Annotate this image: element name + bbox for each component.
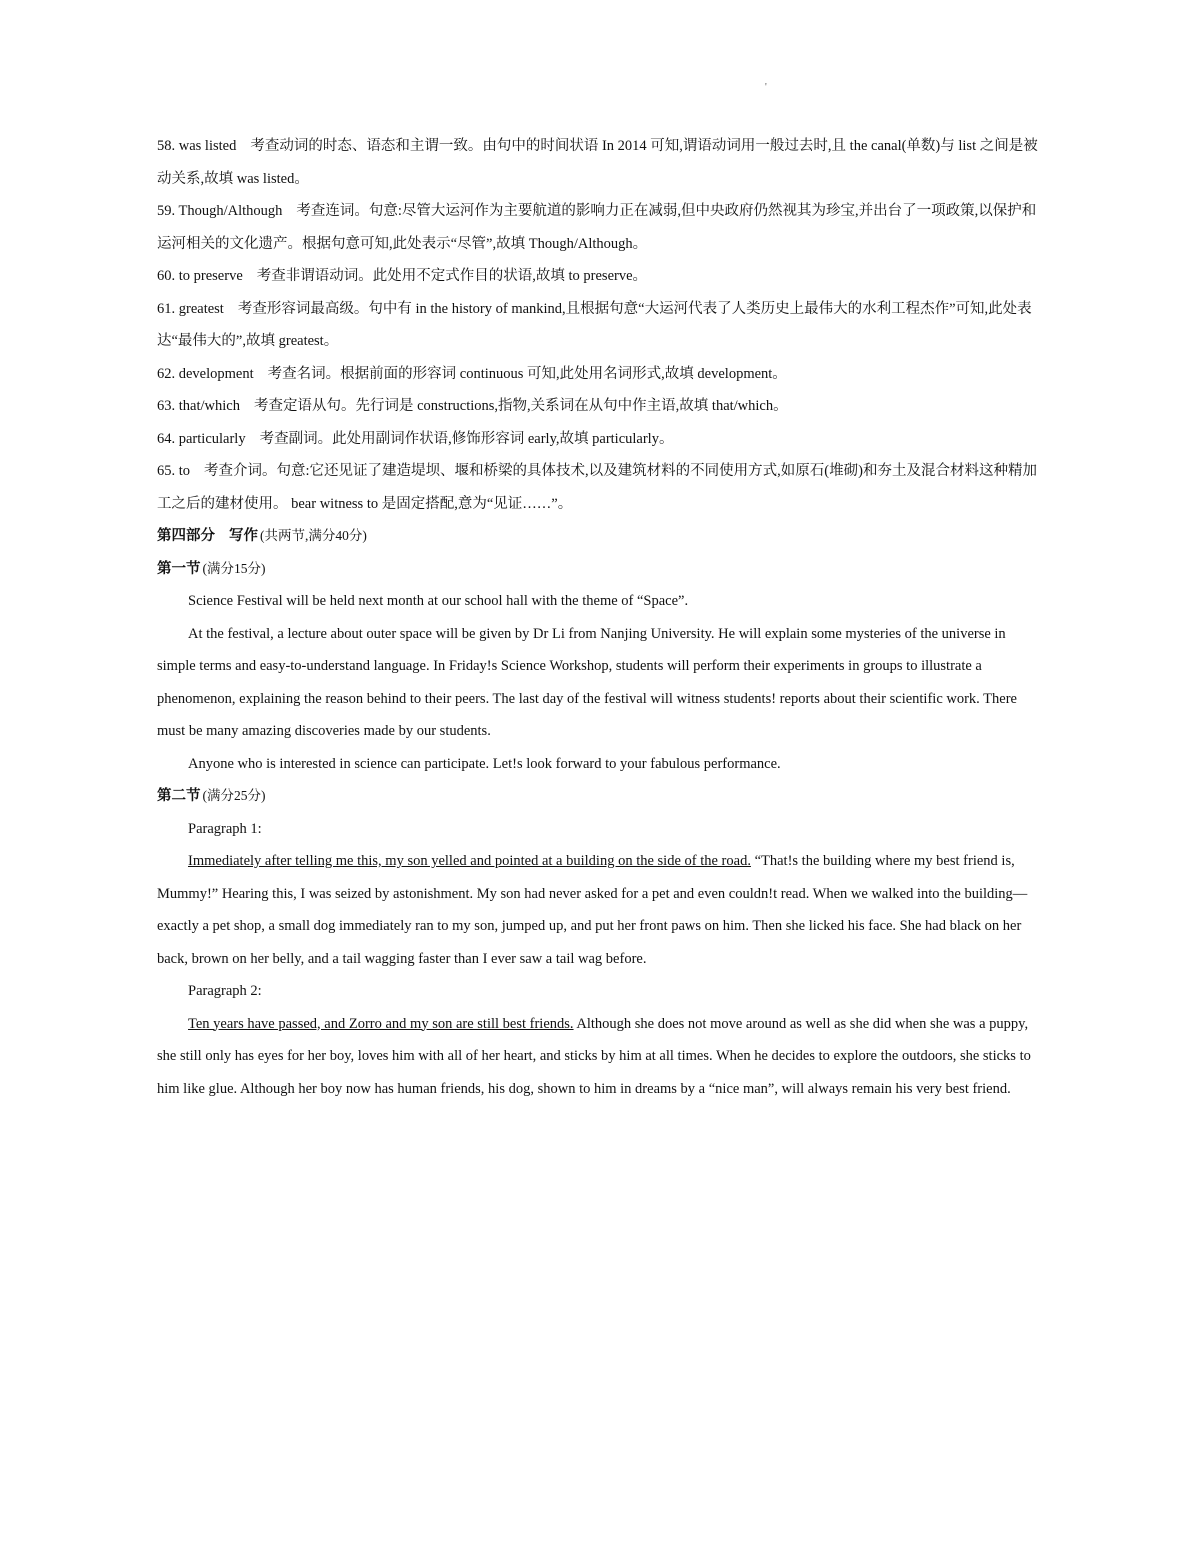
paragraph1-text: [157, 845, 1045, 975]
part4-subtitle: 写作: [229, 528, 258, 544]
answer-explanation: 考查形容词最高级。句中有 in the history of mankind,且根据句意“大运河代表了人类历史上最伟大的水利工程杰作”可知,此处表达“最伟大的”,故填 greatest。: [157, 300, 1032, 349]
paragraph2-text: [157, 1008, 1045, 1106]
paragraph1-body: “That!s the building where my best friend is, Mummy!” Hearing this, I was seized by astonishment. My son had never asked for a pet and even couldn!t read. When we walked into the building—exactly a pet shop, a small dog immediately ran to my son, jumped up, and put her front paws on him. Then she licked his face. She had black on her back, brown on her belly, and a tail wagging faster than I ever saw a tail wag before.: [157, 853, 1028, 967]
answer-item: [157, 260, 1045, 293]
paragraph1-label: Paragraph 1:: [188, 820, 262, 837]
answer-item: [157, 390, 1045, 423]
section1-paragraph: At the festival, a lecture about outer space will be given by Dr Li from Nanjing University. He will explain some mysteries of the universe in simple terms and easy-to-understand language. In Friday!s Science Workshop, students will perform their experiments in groups to illustrate a phenomenon, explaining the reason behind to their peers. The last day of the festival will witness students! reports about their scientific work. There must be many amazing discoveries made by our students.: [157, 625, 1017, 739]
answer-explanation: 考查连词。句意:尽管大运河作为主要航道的影响力正在减弱,但中央政府仍然视其为珍宝,并出台了一项政策,以保护和运河相关的文化遗产。根据句意可知,此处表示“尽管”,故填 Though/Although。: [157, 203, 1037, 252]
answer-explanation: 考查名词。根据前面的形容词 continuous 可知,此处用名词形式,故填 development。: [267, 365, 787, 382]
answer-item: [157, 130, 1045, 195]
answer-label: 65. to: [157, 463, 191, 479]
section1-paragraph: Science Festival will be held next month at our school hall with the theme of “Space”.: [188, 593, 689, 609]
header-mark: ': [765, 82, 767, 93]
section2-note: (满分25分): [202, 788, 266, 803]
answer-label: 59. Though/Although: [157, 203, 283, 219]
answer-item: [157, 195, 1045, 260]
answer-label: 62. development: [157, 365, 254, 382]
answer-label: 64. particularly: [157, 430, 246, 447]
paragraph2-body: Although she does not move around as well as she did when she was a puppy, she still only has eyes for her boy, loves him with all of her heart, and sticks by him at all times. When he decides to explore the outdoors, she sticks to him like glue. Although her boy now has human friends, his dog, shown to him in dreams by a “nice man”, will always remain his very best friend.: [157, 1015, 1031, 1097]
answer-item: [157, 358, 1045, 391]
answer-label: 60. to preserve: [157, 268, 243, 284]
answer-explanation: 考查定语从句。先行词是 constructions,指物,关系词在从句中作主语,故填 that/which。: [253, 398, 788, 414]
section2-heading: [157, 780, 1045, 813]
section1-title: 第一节: [157, 560, 201, 577]
part4-note: (共两节,满分40分): [260, 528, 367, 543]
answer-item: [157, 423, 1045, 456]
answer-item: [157, 455, 1045, 520]
answer-label: 61. greatest: [157, 300, 224, 317]
paragraph2-opening-sentence: Ten years have passed, and Zorro and my son are still best friends.: [188, 1015, 574, 1032]
section1-note: (满分15分): [202, 560, 266, 576]
document-content: [157, 130, 1045, 1105]
part4-title: 第四部分: [157, 528, 215, 544]
section2-title: 第二节: [157, 788, 201, 804]
paragraph2-label: Paragraph 2:: [188, 983, 262, 999]
answer-explanation: 考查动词的时态、语态和主谓一致。由句中的时间状语 In 2014 可知,谓语动词用一般过去时,且 the canal(单数)与 list 之间是被动关系,故填 was listed。: [157, 138, 1038, 187]
paragraph1-opening-sentence: Immediately after telling me this, my son yelled and pointed at a building on the side of the road.: [188, 853, 751, 869]
answer-label: 63. that/which: [157, 398, 240, 414]
answer-explanation: 考查副词。此处用副词作状语,修饰形容词 early,故填 particularly。: [259, 430, 674, 447]
section1-heading: [157, 553, 1045, 586]
part4-heading: [157, 520, 1045, 553]
section1-paragraph: Anyone who is interested in science can participate. Let!s look forward to your fabulous performance.: [188, 755, 781, 772]
answer-label: 58. was listed: [157, 138, 237, 154]
answer-explanation: 考查介词。句意:它还见证了建造堤坝、堰和桥梁的具体技术,以及建筑材料的不同使用方式,如原石(堆砌)和夯土及混合材料这种精加工之后的建材使用。 bear witness to 是固定搭配,意为“见证……”。: [157, 463, 1037, 512]
answer-explanation: 考查非谓语动词。此处用不定式作目的状语,故填 to preserve。: [256, 268, 648, 284]
answer-item: [157, 293, 1045, 358]
